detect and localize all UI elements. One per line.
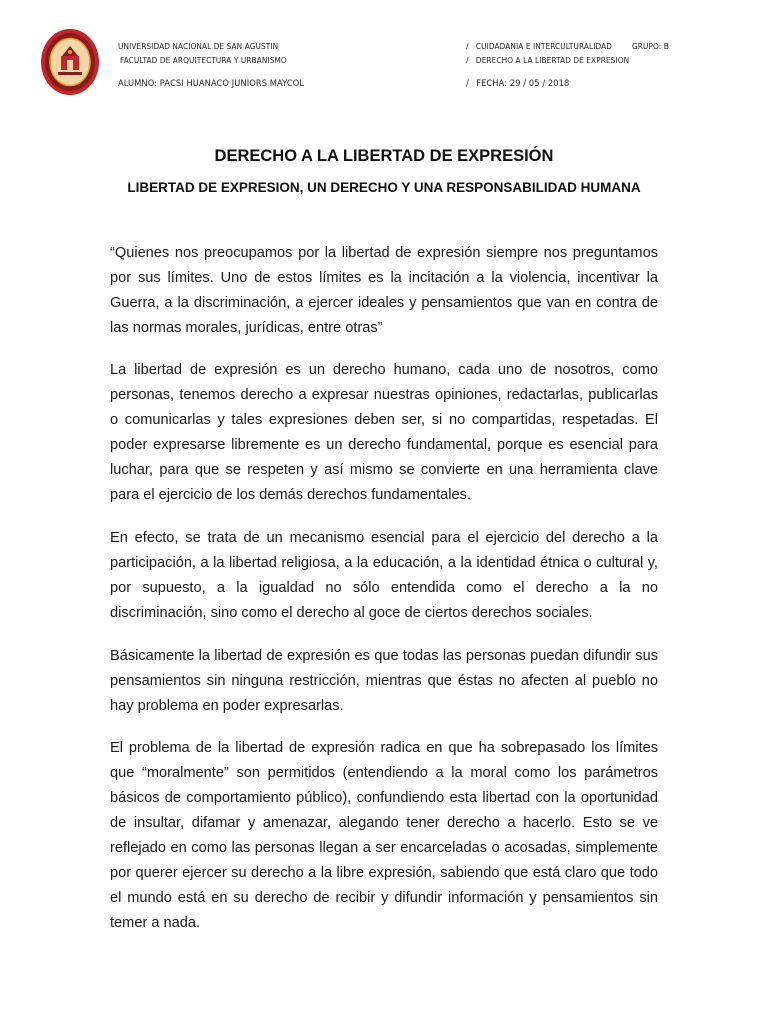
document-title: DERECHO A LA LIBERTAD DE EXPRESIÓN (214, 147, 554, 165)
paragraph: En efecto, se trata de un mecanismo esencial para el ejercicio del derecho a la participación, a la libertad religiosa, a la educación, a la identidad étnica o cultural y, por supuesto, a la igualdad no sólo entendida como el derecho a la no discriminación, sino como el derecho al goce de ciertos derechos sociales. (110, 530, 658, 621)
topic-line (466, 56, 629, 65)
separator: / (466, 56, 469, 65)
document-subtitle: LIBERTAD DE EXPRESION, UN DERECHO Y UNA RESPONSABILIDAD HUMANA (127, 180, 641, 195)
course-line (466, 42, 612, 51)
topic-name: DERECHO A LA LIBERTAD DE EXPRESION (475, 56, 630, 65)
university-seal-icon (40, 28, 100, 96)
paragraph-quote: “Quienes nos preocupamos por la libertad de expresión siempre nos preguntamos por sus límites. Uno de estos límites es la incitación a la violencia, incentivar la Guerra, a la discriminación, a ejercer ideales y pensamientos que van en contra de las normas morales, jurídicas, entre otras” (110, 245, 658, 336)
separator: / (466, 42, 469, 51)
university-name: UNIVERSIDAD NACIONAL DE SAN AGUSTIN (118, 42, 279, 51)
faculty-name: FACULTAD DE ARQUITECTURA Y URBANISMO (120, 56, 287, 65)
date-label: FECHA: 29 / 05 / 2018 (476, 79, 570, 89)
paragraph: Básicamente la libertad de expresión es que todas las personas puedan difundir sus pensamientos sin ninguna restricción, mientras que éstas no afecten al pueblo no hay problema en poder expresarlas. (110, 648, 658, 714)
paragraph: El problema de la libertad de expresión radica en que ha sobrepasado los límites que “moralmente” son permitidos (entendiendo a la moral como los parámetros básicos de comportamiento público), confundiendo esta libertad con la oportunidad de insultar, difamar y amenazar, alegando tener derecho a hacerlo. Esto se ve reflejado en como las personas llegan a ser encarceladas o acosadas, simplemente por querer ejercer su derecho a la libre expresión, sabiendo que está claro que todo el mundo está en su derecho de recibir y difundir información y pensamientos sin temer a nada. (110, 740, 658, 931)
paragraph: La libertad de expresión es un derecho humano, cada uno de nosotros, como personas, tenemos derecho a expresar nuestras opiniones, redactarlas, publicarlas o comunicarlas y tales expresiones deben ser, si no compartidas, respetadas. El poder expresarse libremente es un derecho fundamental, porque es esencial para luchar, para que se respeten y así mismo se convierte en una herramienta clave para el ejercicio de los demás derechos fundamentales. (110, 362, 658, 503)
date-line (466, 79, 569, 89)
course-name: CUIDADANIA E INTERCULTURALIDAD (475, 42, 613, 51)
separator: / (466, 79, 469, 89)
student-name: ALUMNO: PACSI HUANACO JUNIORS MAYCOL (118, 79, 305, 89)
group-label: GRUPO: B (632, 42, 669, 51)
